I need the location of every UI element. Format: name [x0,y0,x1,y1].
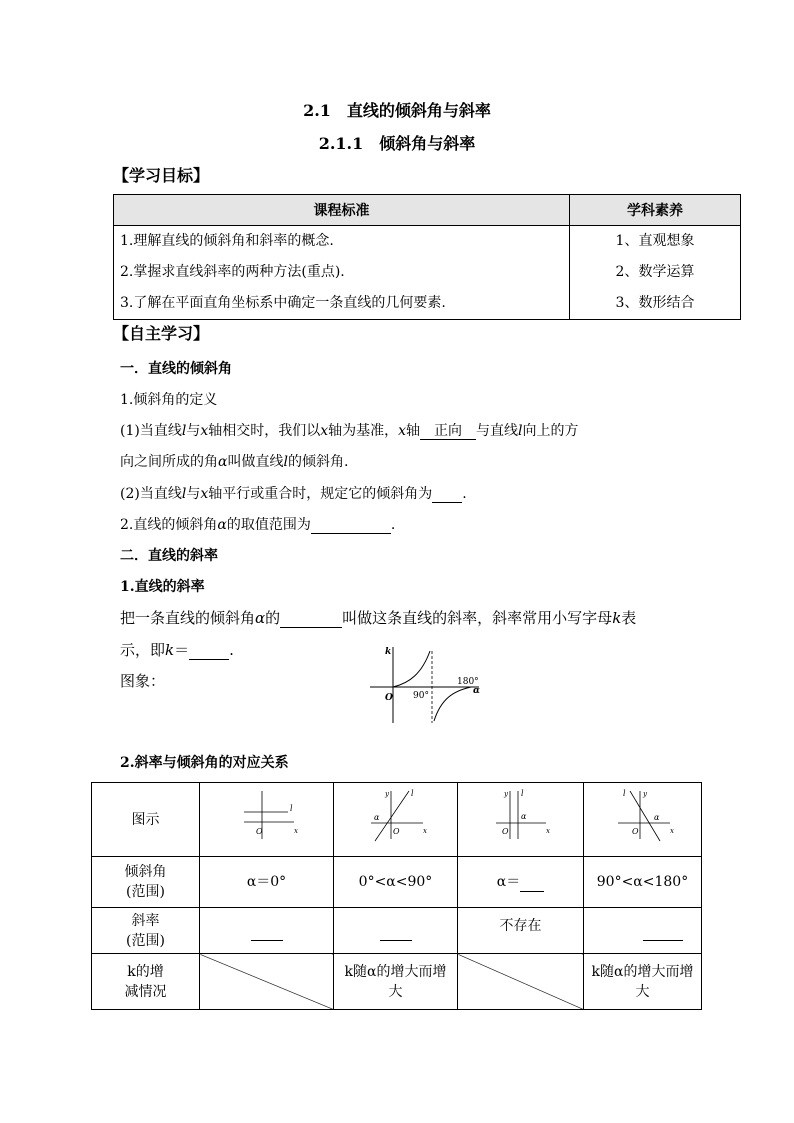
row-label-trend: k的增 减情况 [92,954,200,1010]
def-title: 1.倾斜角的定义 [120,392,218,408]
tan-curve-right [434,687,471,721]
row-label-slope: 斜率 (范围) [92,908,200,954]
answer-blank[interactable] [251,940,283,941]
answer-blank[interactable] [189,659,229,660]
svg-text:α: α [653,812,659,822]
literacy-item: 2、数学运算 [615,264,695,280]
svg-text:l: l [410,788,414,798]
trend-cell-na [200,954,334,1010]
svg-text:α: α [520,811,526,821]
answer-blank[interactable] [380,940,412,941]
graph-label: 图象： [120,672,166,690]
angle-range-line: 2.直线的倾斜角α的取值范围为 . [120,517,396,533]
slope-cell [334,908,458,954]
graph-y-label: k [385,647,392,657]
svg-text:x: x [669,826,674,835]
angle-cell: α＝0° [200,857,334,908]
part2-heading: 二．直线的斜率 [120,548,218,564]
answer-blank[interactable] [520,891,544,892]
svg-text:x: x [293,826,298,835]
slope-cell: 不存在 [458,908,584,954]
svg-text:O: O [392,826,400,836]
svg-text:O: O [255,826,263,836]
standard-item: 3.了解在平面直角坐标系中确定一条直线的几何要素. [120,295,446,311]
goals-col-literacy: 学科素养 [570,195,741,226]
svg-text:y: y [642,789,647,798]
self-study-heading: 【自主学习】 [113,324,210,343]
trend-cell-na [458,954,584,1010]
slope-definition-line-2: 示，即k＝ . [120,641,234,659]
answer-blank[interactable] [311,533,391,534]
angle-cell: α＝ [458,857,584,908]
slope-cell [200,908,334,954]
definition-parallel: (2)当直线l与x轴平行或重合时，规定它的倾斜角为 . [120,486,467,502]
standard-item: 2.掌握求直线斜率的两种方法(重点). [120,264,345,280]
svg-text:l: l [289,803,293,813]
graph-x-label: α [473,686,480,696]
goals-col-standard: 课程标准 [114,195,570,226]
goals-heading: 【学习目标】 [113,166,210,185]
svg-text:α: α [373,812,379,822]
definition-line-1: (1)当直线l与x轴相交时，我们以x轴为基准，x轴 正向 与直线l向上的方 [120,423,579,439]
svg-text:O: O [501,826,509,836]
graph-tick-180: 180° [457,677,479,687]
learning-goals-table [113,194,741,320]
row-label-figure: 图示 [92,783,200,857]
fill-answer: 正向 [420,423,476,440]
literacy-item: 1、直观想象 [615,233,695,249]
slope-angle-table [91,782,702,1010]
figure-horizontal-line [200,783,334,857]
figure-vertical-line [458,783,584,857]
trend-cell: k随α的增大而增大 [334,954,458,1010]
slope-subheading: 1.直线的斜率 [120,579,205,595]
trend-cell: k随α的增大而增大 [584,954,702,1010]
svg-text:l: l [622,788,626,798]
svg-text:x: x [545,826,550,835]
answer-blank[interactable] [280,627,342,628]
figure-positive-slope [334,783,458,857]
slope-cell [584,908,702,954]
svg-text:l: l [520,788,524,798]
part1-heading: 一．直线的倾斜角 [120,361,232,377]
svg-text:O: O [631,826,639,836]
slope-definition-line-1: 把一条直线的倾斜角α的 叫做这条直线的斜率，斜率常用小写字母k表 [120,609,637,627]
page-subtitle: 2.1.1 倾斜角与斜率 [318,134,476,153]
tangent-graph [365,643,485,727]
figure-negative-slope [584,783,702,857]
standard-item: 1.理解直线的倾斜角和斜率的概念. [120,233,334,249]
graph-tick-90: 90° [413,691,429,701]
answer-blank[interactable] [643,940,683,941]
angle-cell: 0°<α<90° [334,857,458,908]
answer-blank[interactable] [432,502,462,503]
svg-text:y: y [503,789,508,798]
page-title: 2.1 直线的倾斜角与斜率 [303,101,491,120]
tan-curve-left [393,651,430,687]
literacy-item: 3、数形结合 [615,295,695,311]
angle-cell: 90°<α<180° [584,857,702,908]
svg-text:x: x [422,826,427,835]
row-label-angle: 倾斜角 (范围) [92,857,200,908]
definition-line-2: 向之间所成的角α叫做直线l的倾斜角. [120,454,349,470]
relation-subheading: 2.斜率与倾斜角的对应关系 [120,755,289,771]
graph-origin: O [385,693,393,703]
svg-text:y: y [384,789,389,798]
